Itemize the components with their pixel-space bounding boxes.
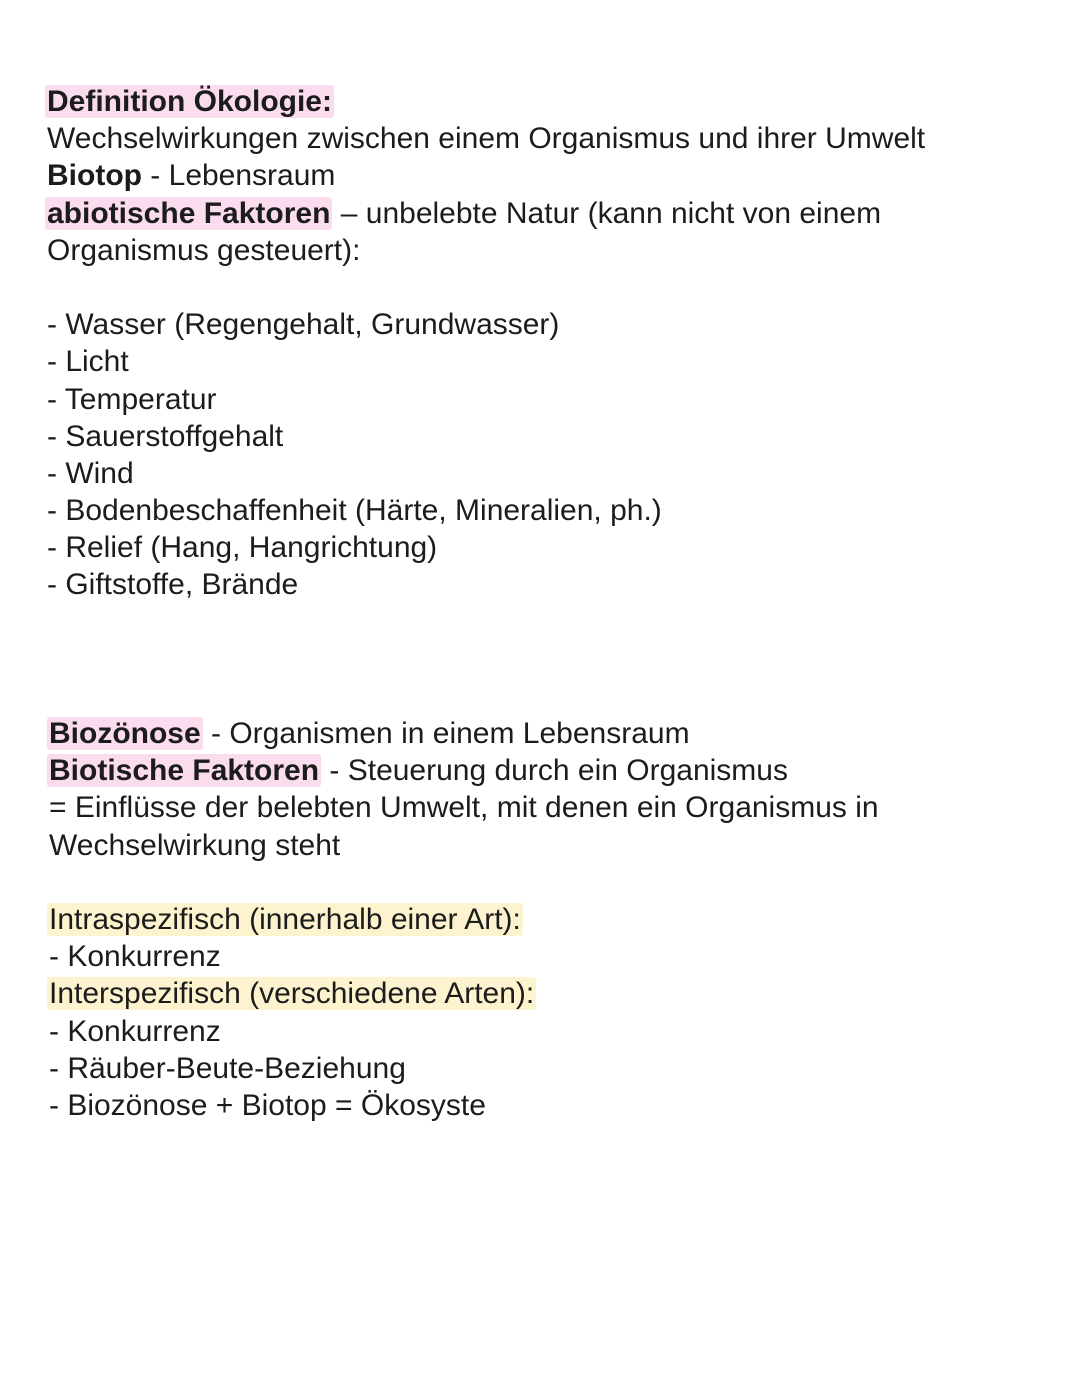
list-item: - Wasser (Regengehalt, Grundwasser) <box>47 308 560 342</box>
abiotic-desc-cont: Organismus gesteuert): <box>47 233 361 267</box>
intra-line <box>49 901 1080 938</box>
influence-line: = Einflüsse der belebten Umwelt, mit denen ein Organismus in <box>49 791 879 825</box>
biozoenose-line <box>49 715 1080 752</box>
spacer <box>47 269 1080 306</box>
biotic-term: Biotische Faktoren <box>49 754 320 788</box>
abiotic-line <box>47 195 1080 232</box>
biotic-line <box>49 752 1080 789</box>
abiotic-section <box>47 83 1080 604</box>
biotop-line <box>47 157 1080 194</box>
list-item: - Temperatur <box>47 382 217 416</box>
biotic-desc: - Steuerung durch ein Organismus <box>321 754 788 788</box>
definition-text: Wechselwirkungen zwischen einem Organismus und ihrer Umwelt <box>47 122 926 156</box>
inter-heading: Interspezifisch (verschiedene Arten): <box>49 977 535 1011</box>
list-item: - Licht <box>47 345 129 379</box>
abiotic-desc: – unbelebte Natur (kann nicht von einem <box>332 196 882 230</box>
definition-heading: Definition Ökologie: <box>47 85 332 118</box>
list-item: - Bodenbeschaffenheit (Härte, Mineralien, ph.) <box>47 494 662 528</box>
biotic-section <box>49 715 1080 1124</box>
biotop-desc: - Lebensraum <box>141 159 336 193</box>
influence-line-cont: Wechselwirkung steht <box>49 828 341 862</box>
list-item: - Konkurrenz <box>49 1014 221 1048</box>
list-item: - Konkurrenz <box>49 940 221 974</box>
spacer <box>49 864 1080 901</box>
list-item: - Relief (Hang, Hangrichtung) <box>47 531 438 565</box>
inter-line <box>49 975 1080 1012</box>
list-item: - Giftstoffe, Brände <box>47 568 299 602</box>
intra-heading: Intraspezifisch (innerhalb einer Art): <box>49 902 521 936</box>
list-item: - Wind <box>47 456 134 490</box>
definition-line <box>47 83 1080 120</box>
list-item: - Räuber-Beute-Beziehung <box>49 1051 406 1085</box>
biozoenose-desc: - Organismen in einem Lebensraum <box>202 717 690 750</box>
abiotic-term: abiotische Faktoren <box>47 196 331 230</box>
list-item: - Sauerstoffgehalt <box>47 419 284 453</box>
list-item: - Biozönose + Biotop = Ökosyste <box>49 1088 486 1122</box>
biozoenose-term: Biozönose <box>49 717 201 750</box>
biotop-term: Biotop <box>47 159 142 193</box>
